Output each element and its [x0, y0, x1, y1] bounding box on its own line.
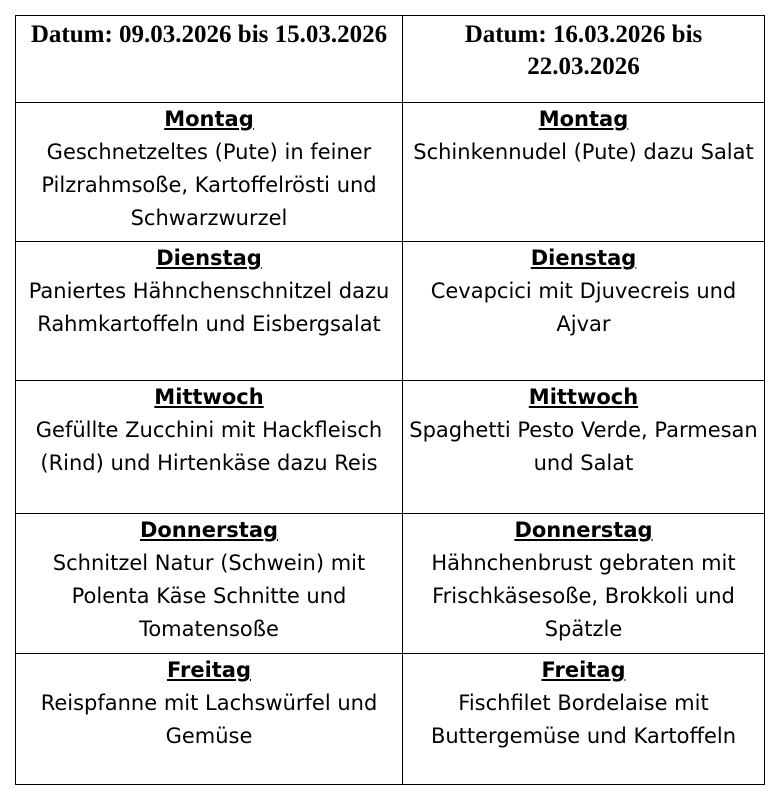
day-label: Donnerstag: [139, 518, 279, 542]
menu-cell-week1-monday: [16, 103, 403, 242]
menu-cell-week2-tuesday: [403, 242, 765, 381]
dish-text: Hähnchenbrust gebraten mit Frischkäsesoße, Brokkoli und Spätzle: [431, 551, 736, 641]
menu-cell-week2-monday: [403, 103, 765, 242]
table-row: [16, 103, 765, 242]
header-row: [16, 16, 765, 103]
menu-cell-week1-wednesday: [16, 381, 403, 514]
day-label: Montag: [164, 107, 254, 131]
menu-cell-week1-friday: [16, 654, 403, 785]
menu-cell-week2-thursday: [403, 514, 765, 654]
day-label: Freitag: [541, 658, 626, 682]
day-label: Mittwoch: [528, 385, 639, 409]
dish-text: Gefüllte Zucchini mit Hackfleisch (Rind) und Hirtenkäse dazu Reis: [35, 418, 383, 475]
day-label: Mittwoch: [154, 385, 264, 409]
dish-text: Cevapcici mit Djuvecreis und Ajvar: [430, 279, 737, 336]
dish-text: Schinkennudel (Pute) dazu Salat: [413, 140, 754, 164]
menu-cell-week2-wednesday: [403, 381, 765, 514]
dish-text: Geschnetzeltes (Pute) in feiner Pilzrahmsoße, Kartoffelrösti und Schwarzwurzel: [41, 140, 377, 230]
table-row: [16, 242, 765, 381]
dish-text: Fischfilet Bordelaise mit Buttergemüse und Kartoffeln: [430, 691, 737, 748]
day-label: Dienstag: [530, 246, 637, 270]
table-row: [16, 654, 765, 785]
day-label: Montag: [538, 107, 629, 131]
week-1-header: Datum: 09.03.2026 bis 15.03.2026: [16, 16, 403, 103]
day-label: Freitag: [166, 658, 252, 682]
dish-text: Spaghetti Pesto Verde, Parmesan und Salat: [409, 418, 758, 475]
dish-text: Reispfanne mit Lachswürfel und Gemüse: [40, 691, 378, 748]
menu-cell-week2-friday: [403, 654, 765, 785]
week-2-header: Datum: 16.03.2026 bis 22.03.2026: [403, 16, 765, 103]
menu-cell-week1-thursday: [16, 514, 403, 654]
table-row: [16, 381, 765, 514]
dish-text: Schnitzel Natur (Schwein) mit Polenta Käse Schnitte und Tomatensoße: [52, 551, 366, 641]
table-row: [16, 514, 765, 654]
menu-cell-week1-tuesday: [16, 242, 403, 381]
day-label: Dienstag: [156, 246, 262, 270]
weekly-menu-table: [15, 15, 765, 785]
day-label: Donnerstag: [514, 518, 653, 542]
dish-text: Paniertes Hähnchenschnitzel dazu Rahmkartoffeln und Eisbergsalat: [28, 279, 390, 336]
